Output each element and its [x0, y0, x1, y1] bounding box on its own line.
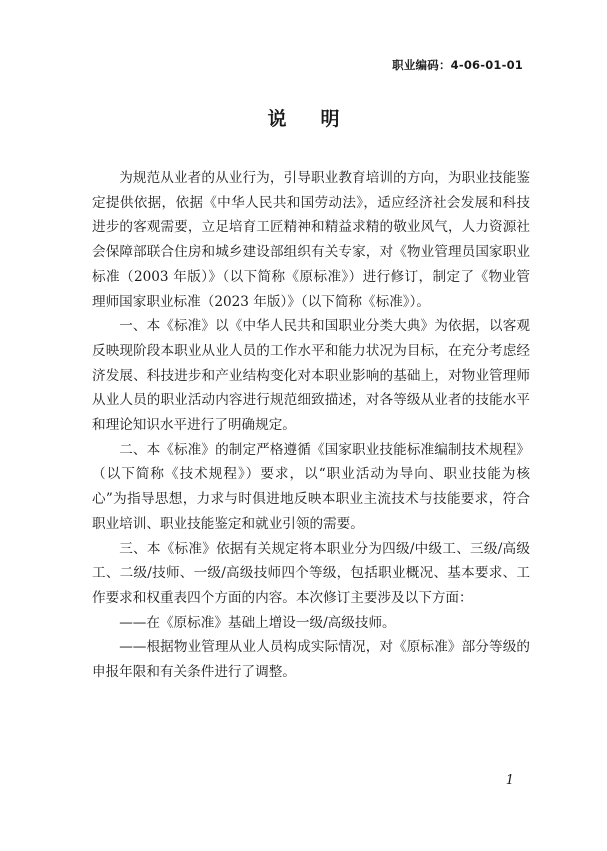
paragraph-item-3: 三、本《标准》依据有关规定将本职业分为四级/中级工、三级/高级工、二级/技师、一级/高级技师四个等级，包括职业概况、基本要求、工作要求和权重表四个方面的内容。本次修订主要涉及以下方面：	[92, 540, 530, 606]
paragraph-item-2: 二、本《标准》的制定严格遵循《国家职业技能标准编制技术规程》（以下简称《技术规程》）要求，以“职业活动为导向、职业技能为核心”为指导思想，力求与时俱进地反映本职业主流技术与技能要求，符合职业培训、职业技能鉴定和就业引领的需要。	[92, 441, 530, 532]
page-title: 说明	[267, 108, 374, 130]
paragraph-dash-1: ——在《原标准》基础上增设一级/高级技师。	[119, 614, 396, 631]
paragraph-dash-2: ——根据物业管理从业人员构成实际情况，对《原标准》部分等级的申报年限和有关条件进行了调整。	[92, 639, 530, 681]
occupation-code: 职业编码：4-06-01-01	[392, 58, 523, 72]
page-number: 1	[505, 773, 514, 788]
paragraph-intro: 为规范从业者的从业行为，引导职业教育培训的方向，为职业技能鉴定提供依据，依据《中华人民共和国劳动法》，适应经济社会发展和科技进步的客观需要，立足培育工匠精神和精益求精的敬业风气，人力资源社会保障部联合住房和城乡建设部组织有关专家，对《物业管理员国家职业标准（2003 年版）》（以下简称《原标准》）进行修订，制定了《物业管理师国家职业标准（2023 年版）》（以下简称《标准》）。	[92, 170, 530, 310]
paragraph-item-1: 一、本《标准》以《中华人民共和国职业分类大典》为依据，以客观反映现阶段本职业从业人员的工作水平和能力状况为目标，在充分考虑经济发展、科技进步和产业结构变化对本职业影响的基础上，对物业管理师从业人员的职业活动内容进行规范细致描述，对各等级从业者的技能水平和理论知识水平进行了明确规定。	[92, 318, 530, 434]
body-text	[92, 166, 530, 685]
